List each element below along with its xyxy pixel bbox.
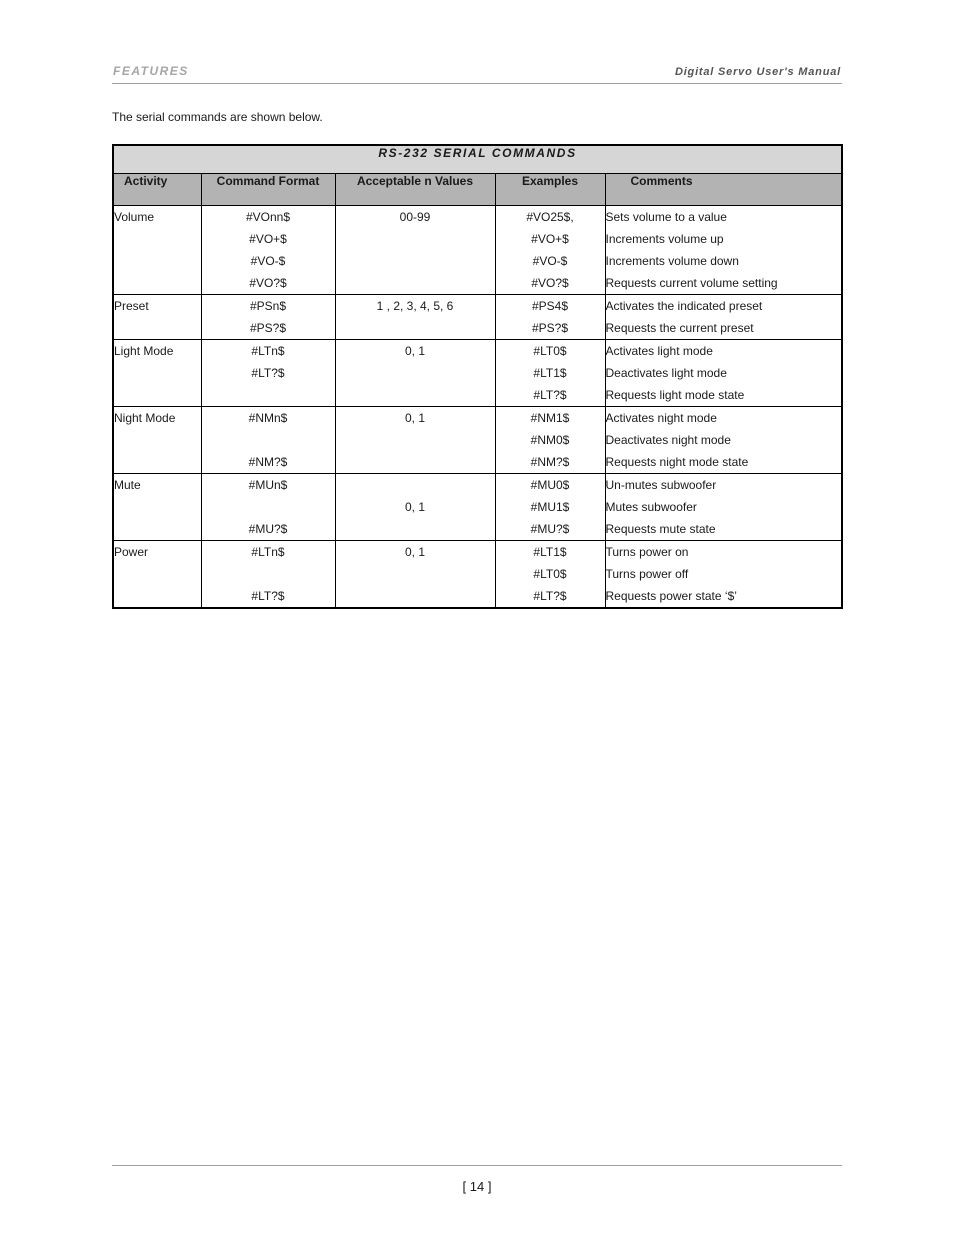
- command-format-line: #MUn$: [248, 478, 288, 492]
- example-cell: [495, 206, 605, 295]
- table-row: [113, 407, 842, 474]
- comment-line: Requests light mode state: [605, 388, 745, 402]
- acceptable-values-line: [336, 563, 495, 585]
- header-rule: [112, 83, 842, 84]
- command-format-line: #MU?$: [248, 522, 288, 536]
- command-format-cell: [201, 340, 335, 407]
- command-format-line: #LT?$: [251, 589, 285, 603]
- example-line: #VO25$,: [526, 210, 574, 224]
- serial-commands-table: [112, 144, 843, 609]
- example-line: #PS4$: [531, 299, 569, 313]
- comment-line: Activates light mode: [605, 344, 713, 358]
- activity-label: Preset: [114, 299, 149, 313]
- footer-rule: [112, 1165, 842, 1166]
- example-line: #MU0$: [530, 478, 570, 492]
- example-cell: [495, 407, 605, 474]
- comment-line: Requests power state ‘$’: [605, 589, 737, 603]
- col-header-activity: Activity: [113, 174, 201, 206]
- acceptable-values-line: [336, 384, 495, 406]
- section-label: FEATURES: [113, 64, 189, 78]
- command-format-line: #LTn$: [251, 545, 285, 559]
- acceptable-values-line: [336, 585, 495, 607]
- comment-line: Requests current volume setting: [605, 276, 778, 290]
- command-format-cell: [201, 407, 335, 474]
- command-format-line: #LT?$: [251, 366, 285, 380]
- activity-label: Power: [114, 545, 149, 559]
- example-line: #MU?$: [530, 522, 570, 536]
- command-format-line: #VO?$: [249, 276, 287, 290]
- example-line: #LT1$: [533, 545, 567, 559]
- command-format-cell: [201, 474, 335, 541]
- command-format-line: [202, 496, 335, 518]
- activity-cell: [113, 340, 201, 407]
- comment-cell: [605, 541, 842, 609]
- acceptable-values-line: [336, 451, 495, 473]
- comment-line: Deactivates night mode: [605, 433, 731, 447]
- col-header-command-format: Command Format: [201, 174, 335, 206]
- example-line: #NM1$: [530, 411, 570, 425]
- col-header-comments: Comments: [605, 174, 842, 206]
- acceptable-values-cell: [335, 541, 495, 609]
- acceptable-values-cell: [335, 295, 495, 340]
- acceptable-values-cell: [335, 474, 495, 541]
- command-format-line: [202, 384, 335, 406]
- command-format-line: #VO-$: [250, 254, 286, 268]
- acceptable-values-line: [336, 518, 495, 540]
- table-row: [113, 474, 842, 541]
- activity-cell: [113, 206, 201, 295]
- acceptable-values-line: 00-99: [399, 210, 431, 224]
- example-line: #LT0$: [533, 567, 567, 581]
- comment-line: Requests the current preset: [605, 321, 754, 335]
- acceptable-values-line: [336, 317, 495, 339]
- table-body: [113, 206, 842, 609]
- acceptable-values-line: 0, 1: [404, 500, 425, 514]
- example-cell: [495, 474, 605, 541]
- acceptable-values-cell: [335, 206, 495, 295]
- acceptable-values-cell: [335, 407, 495, 474]
- comment-line: Activates the indicated preset: [605, 299, 763, 313]
- col-header-acceptable-values: Acceptable n Values: [335, 174, 495, 206]
- comment-line: Turns power on: [605, 545, 689, 559]
- acceptable-values-line: 0, 1: [404, 411, 425, 425]
- example-cell: [495, 295, 605, 340]
- table-title: RS-232 SERIAL COMMANDS: [113, 145, 842, 174]
- command-format-line: #NM?$: [248, 455, 288, 469]
- comment-cell: [605, 407, 842, 474]
- example-line: #LT?$: [533, 388, 567, 402]
- acceptable-values-line: [336, 362, 495, 384]
- command-format-line: [202, 429, 335, 451]
- manual-title: Digital Servo User's Manual: [674, 66, 841, 78]
- acceptable-values-line: [336, 429, 495, 451]
- acceptable-values-line: [336, 250, 495, 272]
- comment-line: Increments volume down: [605, 254, 739, 268]
- comment-line: Requests night mode state: [605, 455, 749, 469]
- table-row: [113, 340, 842, 407]
- acceptable-values-line: 1 , 2, 3, 4, 5, 6: [376, 299, 454, 313]
- activity-cell: [113, 295, 201, 340]
- page-number: [ 14 ]: [462, 1179, 492, 1194]
- table-row: [113, 206, 842, 295]
- command-format-cell: [201, 541, 335, 609]
- comment-cell: [605, 340, 842, 407]
- activity-label: Volume: [114, 210, 155, 224]
- comment-line: Turns power off: [605, 567, 689, 581]
- activity-label: Night Mode: [114, 411, 176, 425]
- command-format-cell: [201, 295, 335, 340]
- example-line: #VO+$: [531, 232, 569, 246]
- activity-cell: [113, 407, 201, 474]
- comment-line: Activates night mode: [605, 411, 717, 425]
- comment-line: Mutes subwoofer: [605, 500, 697, 514]
- example-line: #LT1$: [533, 366, 567, 380]
- acceptable-values-line: 0, 1: [404, 545, 425, 559]
- activity-cell: [113, 474, 201, 541]
- example-line: #NM0$: [530, 433, 570, 447]
- comment-cell: [605, 295, 842, 340]
- comment-line: Requests mute state: [605, 522, 716, 536]
- activity-label: Mute: [114, 478, 141, 492]
- acceptable-values-line: [336, 228, 495, 250]
- example-cell: [495, 541, 605, 609]
- acceptable-values-line: [336, 474, 495, 496]
- acceptable-values-line: [336, 272, 495, 294]
- example-line: #LT?$: [533, 589, 567, 603]
- comment-cell: [605, 206, 842, 295]
- comment-line: Un-mutes subwoofer: [605, 478, 717, 492]
- example-line: #LT0$: [533, 344, 567, 358]
- comment-cell: [605, 474, 842, 541]
- activity-label: Light Mode: [114, 344, 174, 358]
- activity-cell: [113, 541, 201, 609]
- example-line: #VO-$: [532, 254, 568, 268]
- table-row: [113, 541, 842, 609]
- command-format-line: [202, 563, 335, 585]
- acceptable-values-line: 0, 1: [404, 344, 425, 358]
- table-row: [113, 295, 842, 340]
- command-format-cell: [201, 206, 335, 295]
- comment-line: Sets volume to a value: [605, 210, 727, 224]
- example-line: #PS?$: [531, 321, 569, 335]
- example-line: #MU1$: [530, 500, 570, 514]
- example-line: #NM?$: [530, 455, 570, 469]
- command-format-line: #PSn$: [249, 299, 287, 313]
- example-cell: [495, 340, 605, 407]
- command-format-line: #LTn$: [251, 344, 285, 358]
- comment-line: Deactivates light mode: [605, 366, 727, 380]
- col-header-examples: Examples: [495, 174, 605, 206]
- example-line: #VO?$: [531, 276, 569, 290]
- command-format-line: #VO+$: [249, 232, 287, 246]
- intro-text: The serial commands are shown below.: [112, 110, 323, 124]
- comment-line: Increments volume up: [605, 232, 724, 246]
- command-format-line: #NMn$: [248, 411, 288, 425]
- command-format-line: #VOnn$: [245, 210, 291, 224]
- command-format-line: #PS?$: [249, 321, 287, 335]
- acceptable-values-cell: [335, 340, 495, 407]
